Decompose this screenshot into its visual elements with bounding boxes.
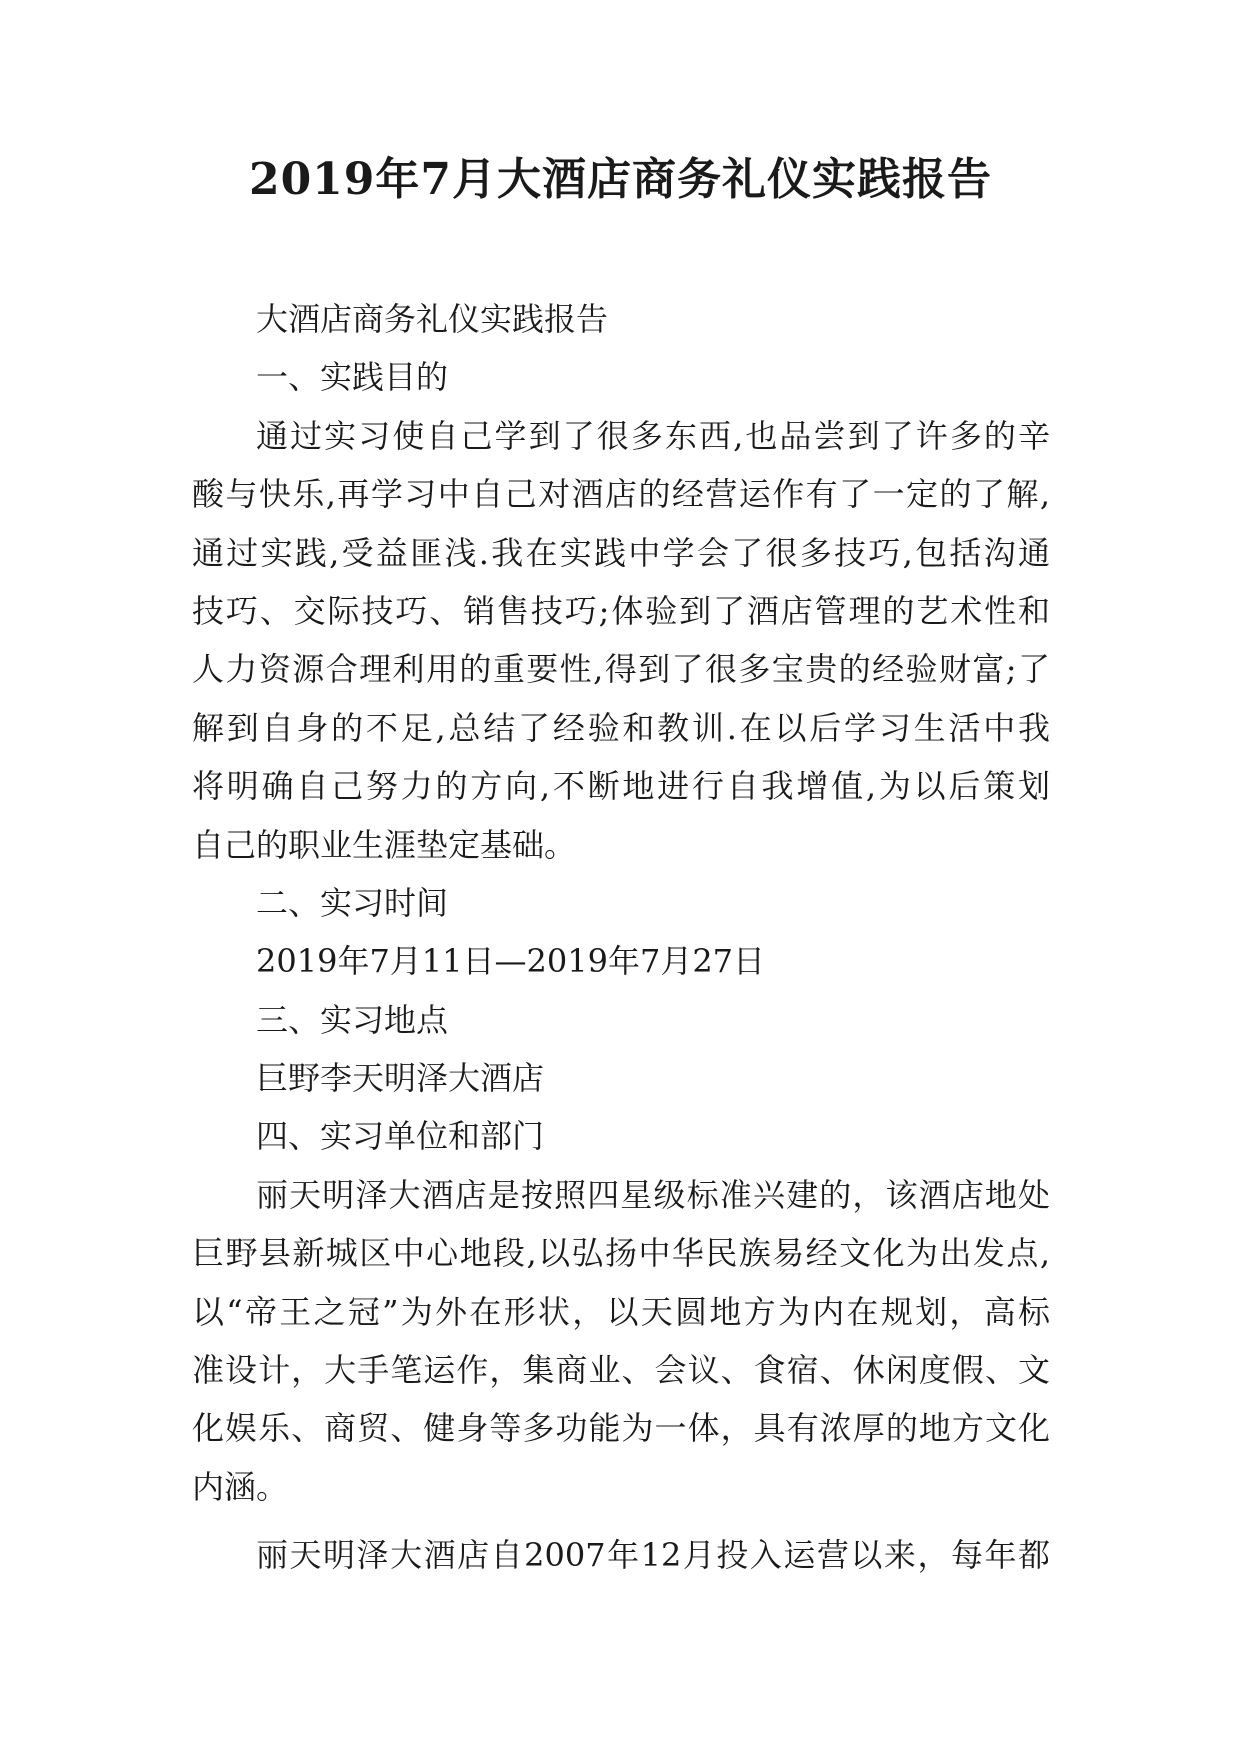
paragraph-line: 准设计，大手笔运作，集商业、会议、食宿、休闲度假、文 bbox=[192, 1351, 1050, 1390]
paragraph-line: 将明确自己努力的方向,不断地进行自我增值,为以后策划 bbox=[192, 767, 1050, 806]
paragraph-line: 技巧、交际技巧、销售技巧;体验到了酒店管理的艺术性和 bbox=[192, 591, 1050, 630]
paragraph-line: 通过实践,受益匪浅.我在实践中学会了很多技巧,包括沟通 bbox=[192, 533, 1050, 572]
paragraph-line: 内涵。 bbox=[192, 1467, 289, 1506]
paragraph-gap bbox=[192, 1516, 1050, 1526]
paragraph-line: 通过实习使自己学到了很多东西,也品尝到了许多的辛 bbox=[256, 416, 1050, 455]
paragraph-line: 酸与快乐,再学习中自己对酒店的经营运作有了一定的了解, bbox=[192, 475, 1050, 514]
paragraph-line: 化娱乐、商贸、健身等多功能为一体，具有浓厚的地方文化 bbox=[192, 1409, 1050, 1448]
section-heading-location: 三、实习地点 bbox=[256, 1000, 449, 1039]
section-heading-purpose: 一、实践目的 bbox=[256, 358, 449, 397]
paragraph-line: 丽天明泽大酒店是按照四星级标准兴建的，该酒店地处 bbox=[256, 1175, 1050, 1214]
paragraph-line: 以“帝王之冠”为外在形状，以天圆地方为内在规划，高标 bbox=[192, 1292, 1050, 1331]
paragraph-line: 巨野县新城区中心地段,以弘扬中华民族易经文化为出发点, bbox=[192, 1234, 1050, 1273]
internship-location: 巨野李天明泽大酒店 bbox=[256, 1059, 545, 1098]
section-heading-unit: 四、实习单位和部门 bbox=[256, 1117, 545, 1156]
section-heading-time: 二、实习时间 bbox=[256, 883, 449, 922]
paragraph-line: 人力资源合理利用的重要性,得到了很多宝贵的经验财富;了 bbox=[192, 650, 1050, 689]
paragraph-line: 丽天明泽大酒店自2007年12月投入运营以来，每年都 bbox=[256, 1536, 1050, 1575]
document-title: 2019年7月大酒店商务礼仪实践报告 bbox=[248, 154, 993, 205]
document-body bbox=[192, 290, 1050, 1585]
paragraph-line: 自己的职业生涯垫定基础。 bbox=[192, 825, 577, 864]
paragraph-line: 解到自身的不足,总结了经验和教训.在以后学习生活中我 bbox=[192, 708, 1050, 747]
internship-dates: 2019年7月11日—2019年7月27日 bbox=[256, 942, 766, 981]
report-subtitle: 大酒店商务礼仪实践报告 bbox=[256, 300, 609, 338]
